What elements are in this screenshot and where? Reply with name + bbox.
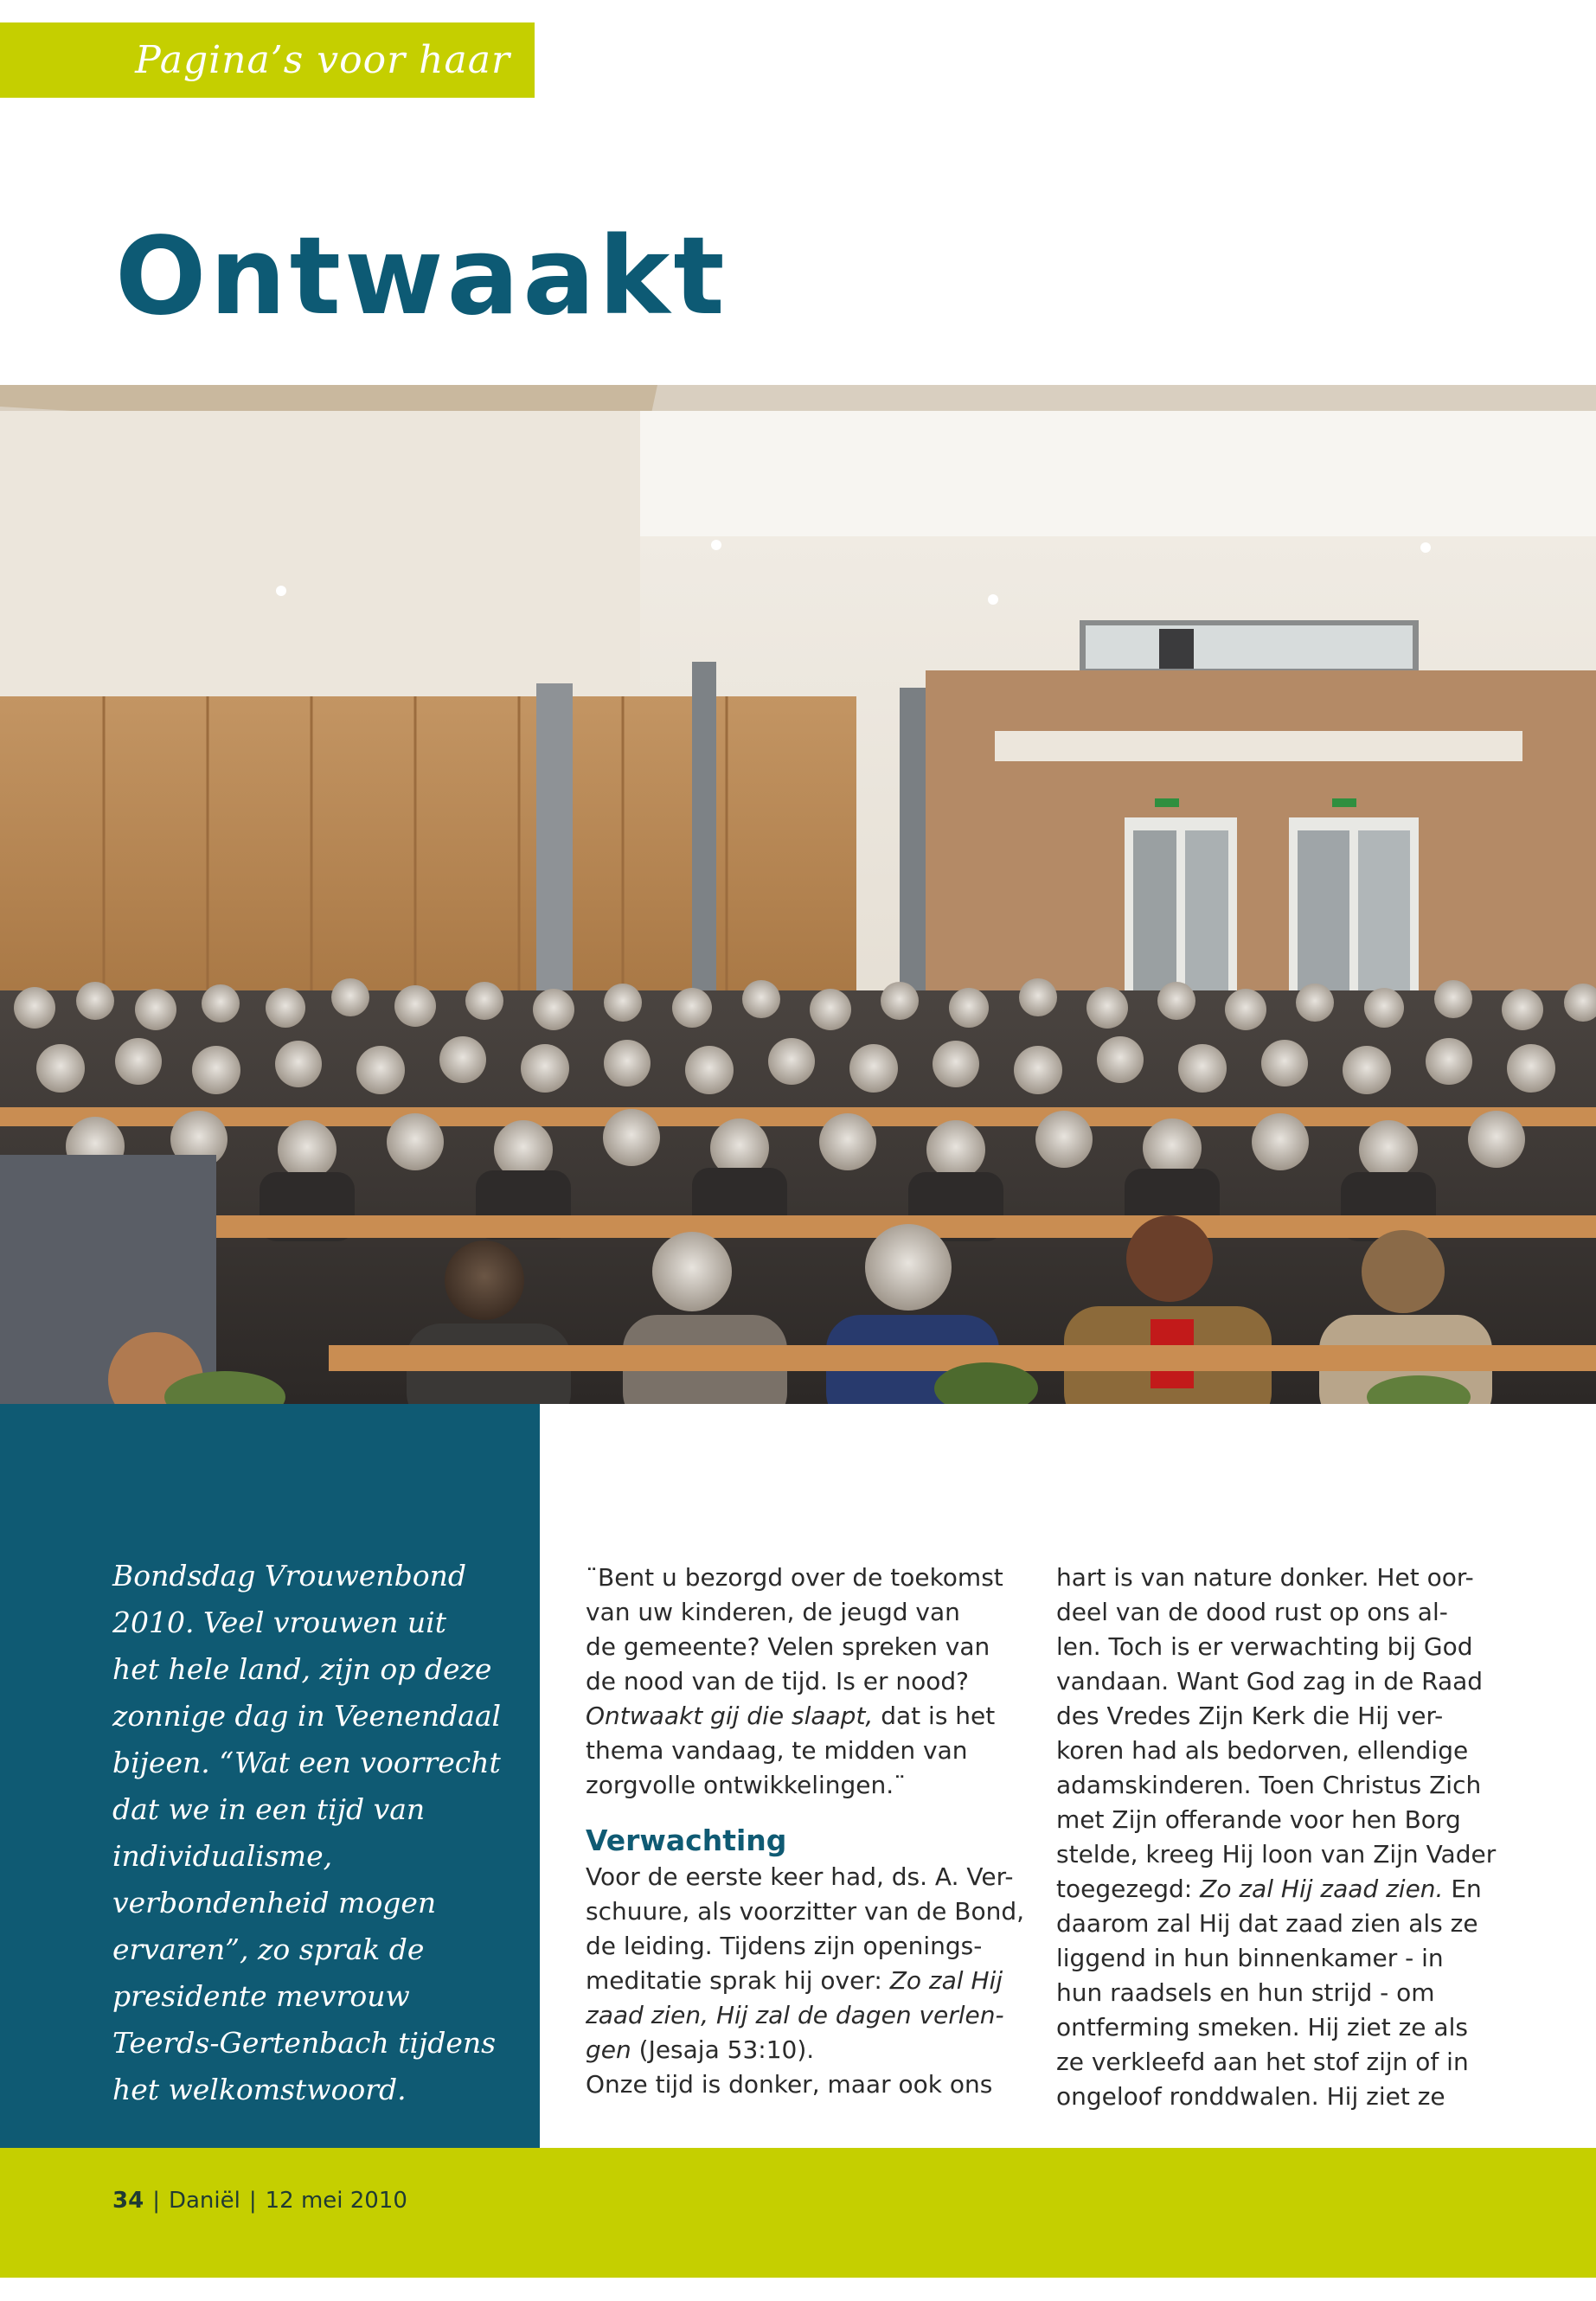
article-line [586, 2033, 1022, 2067]
article-title: Ontwaakt [115, 215, 728, 339]
article-column-1 [586, 1561, 1025, 2102]
intro-text: Bondsdag Vrouwenbond 2010. Veel vrouwen uit het hele land, zijn op deze zonnige dag in Veenendaal bijeen. “Wat een voorrecht dat we in een tijd van individualisme, verbondenheid mogen ervaren”, zo sprak de presidente mevrouw Teerds-Gertenbach tijdens het welkomstwoord. [112, 1559, 502, 2106]
article-line: des Vredes Zijn Kerk die Hij ver- [1056, 1702, 1444, 1730]
article-line [1056, 1872, 1493, 1907]
article-text: En [1443, 1875, 1482, 1903]
article-line: thema vandaag, te midden van [586, 1736, 968, 1765]
article-line: vandaan. Want God zag in de Raad [1056, 1667, 1484, 1695]
article-line: van uw kinderen, de jeugd van [586, 1598, 960, 1626]
article-text: meditatie sprak hij over: [586, 1966, 890, 1995]
article-line: liggend in hun binnenkamer - in [1056, 1944, 1444, 1972]
article-line: daarom zal Hij dat zaad zien als ze [1056, 1909, 1478, 1938]
article-text: toegezegd: [1056, 1875, 1201, 1903]
article-line [586, 1699, 1022, 1734]
article-line: Voor de eerste keer had, ds. A. Ver- [586, 1862, 1014, 1891]
issue-date: 12 mei 2010 [265, 2188, 407, 2214]
magazine-name: Daniël [168, 2188, 240, 2214]
article-line: zorgvolle ontwikkelingen.¨ [586, 1771, 907, 1799]
article-line: de nood van de tijd. Is er nood? [586, 1667, 969, 1695]
section-tagline: Pagina’s voor haar [135, 38, 510, 82]
footer-separator: | [248, 2188, 257, 2214]
article-line: hun raadsels en hun strijd - om [1056, 1978, 1435, 2007]
article-line: ¨Bent u bezorgd over de toekomst [586, 1563, 1003, 1592]
article-line: de gemeente? Velen spreken van [586, 1632, 990, 1661]
article-line: ongeloof ronddwalen. Hij ziet ze [1056, 2082, 1445, 2111]
article-line: koren had als bedorven, ellendige [1056, 1736, 1469, 1765]
scripture-quote: zaad zien, Hij zal de dagen verlen- [586, 2001, 1004, 2029]
scripture-reference: (Jesaja 53:10). [631, 2035, 815, 2064]
scripture-quote: Zo zal Hij [889, 1966, 1003, 1995]
scripture-quote: Zo zal Hij zaad zien. [1200, 1875, 1444, 1903]
section-tagline-bar [0, 22, 535, 98]
article-text: dat is het [873, 1702, 996, 1730]
article-line [586, 1964, 1022, 1998]
article-line: Onze tijd is donker, maar ook ons [586, 2070, 993, 2099]
scripture-quote: gen [586, 2035, 631, 2064]
article-line: adamskinderen. Toen Christus Zich [1056, 1771, 1482, 1799]
article-line: len. Toch is er verwachting bij God [1056, 1632, 1473, 1661]
theme-quote: Ontwaakt gij die slaapt, [586, 1702, 874, 1730]
article-line: deel van de dood rust op ons al- [1056, 1598, 1448, 1626]
church-congregation-photo [0, 385, 1596, 1404]
page-number: 34 [112, 2188, 144, 2214]
article-line: de leiding. Tijdens zijn openings- [586, 1932, 983, 1960]
article-line: schuure, als voorzitter van de Bond, [586, 1897, 1025, 1926]
footer-separator: | [152, 2188, 160, 2214]
article-line [586, 1998, 1022, 2033]
article-column-2 [1056, 1561, 1497, 2114]
article-line: ontferming smeken. Hij ziet ze als [1056, 2013, 1468, 2041]
intro-panel [0, 1404, 540, 2148]
section-heading: Verwachting [586, 1823, 787, 1857]
article-line: hart is van nature donker. Het oor- [1056, 1563, 1474, 1592]
article-line: ze verkleefd aan het stof zijn of in [1056, 2048, 1469, 2076]
footer-bar [0, 2148, 1596, 2278]
page-footer [112, 2188, 407, 2214]
article-line: stelde, kreeg Hij loon van Zijn Vader [1056, 1840, 1497, 1868]
article-line: met Zijn offerande voor hen Borg [1056, 1805, 1461, 1834]
